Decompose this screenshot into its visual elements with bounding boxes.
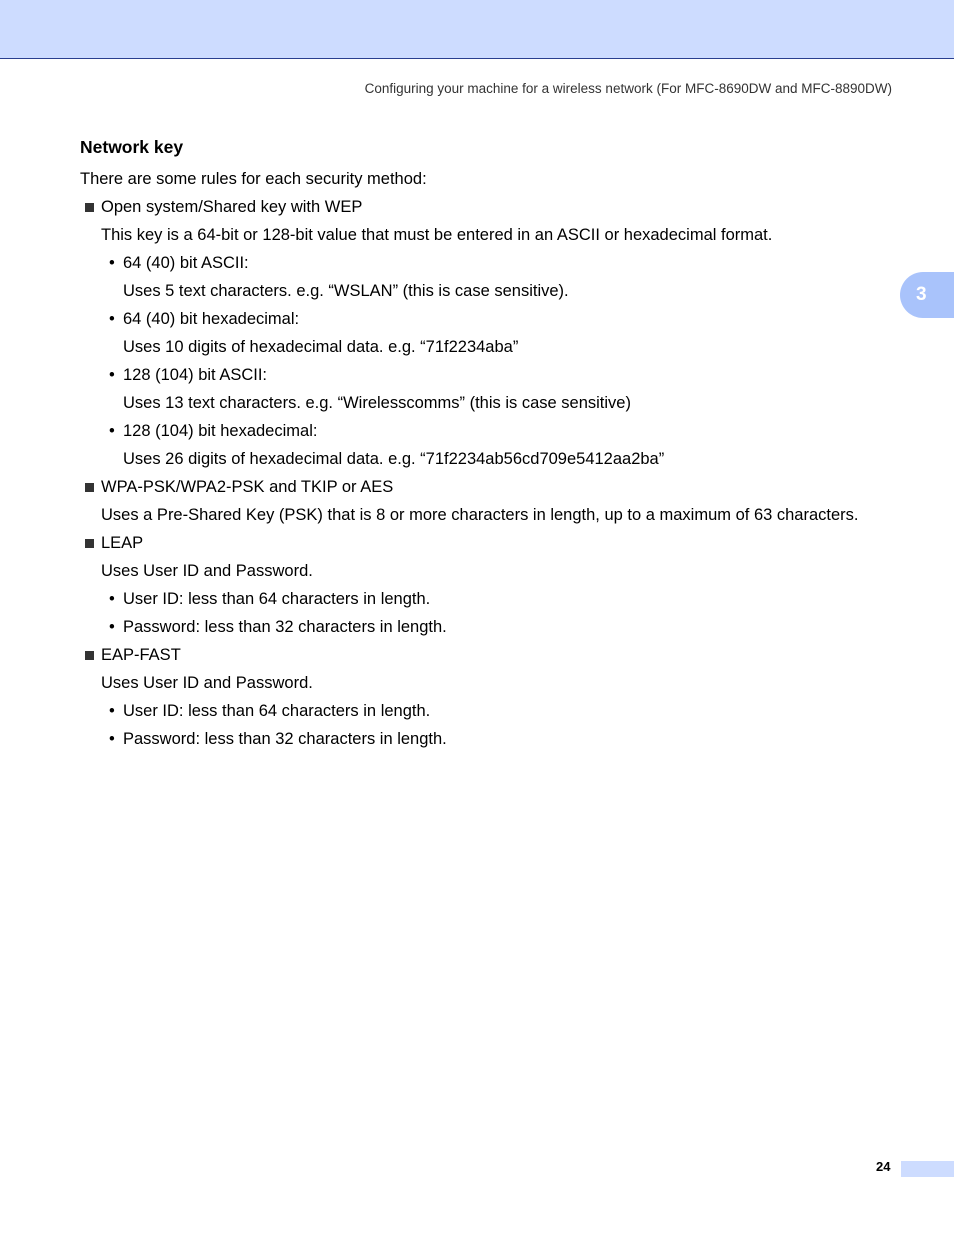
list-item <box>109 725 910 753</box>
square-bullet-icon <box>85 203 94 212</box>
list-item-label: User ID: less than 64 characters in length. <box>123 702 431 720</box>
list-item-label: Password: less than 32 characters in length. <box>123 730 447 748</box>
list-item <box>109 249 910 277</box>
list-item-label: 128 (104) bit hexadecimal: <box>123 422 318 440</box>
method-description: This key is a 64-bit or 128-bit value that must be entered in an ASCII or hexadecimal format. <box>101 226 773 244</box>
list-item-detail: Uses 5 text characters. e.g. “WSLAN” (this is case sensitive). <box>123 282 569 300</box>
list-item-detail: Uses 10 digits of hexadecimal data. e.g. “71f2234aba” <box>123 338 519 356</box>
method-eap-fast <box>101 641 910 669</box>
bullet-dot-icon: • <box>109 254 115 272</box>
method-label: LEAP <box>101 534 144 552</box>
method-label: EAP-FAST <box>101 646 181 664</box>
list-item <box>109 613 910 641</box>
list-item <box>109 697 910 725</box>
bullet-dot-icon: • <box>109 702 115 720</box>
bullet-dot-icon: • <box>109 590 115 608</box>
list-item-detail: Uses 13 text characters. e.g. “Wirelesscomms” (this is case sensitive) <box>123 394 631 412</box>
bullet-dot-icon: • <box>109 366 115 384</box>
list-item <box>109 585 910 613</box>
method-leap <box>101 529 910 557</box>
page-content <box>80 136 910 753</box>
list-item <box>109 361 910 389</box>
bullet-dot-icon: • <box>109 618 115 636</box>
method-wpa <box>101 473 910 501</box>
list-item-label: Password: less than 32 characters in length. <box>123 618 447 636</box>
list-item <box>109 305 910 333</box>
list-item-detail: Uses 26 digits of hexadecimal data. e.g. “71f2234ab56cd709e5412aa2ba” <box>123 450 665 468</box>
bullet-dot-icon: • <box>109 310 115 328</box>
square-bullet-icon <box>85 651 94 660</box>
running-header: Configuring your machine for a wireless network (For MFC-8690DW and MFC-8890DW) <box>364 81 892 96</box>
bullet-dot-icon: • <box>109 730 115 748</box>
section-heading: Network key <box>80 137 184 157</box>
chapter-number: 3 <box>916 284 927 305</box>
bullet-dot-icon: • <box>109 422 115 440</box>
page-number: 24 <box>876 1159 891 1174</box>
header-band <box>0 0 954 59</box>
square-bullet-icon <box>85 539 94 548</box>
method-description: Uses a Pre-Shared Key (PSK) that is 8 or more characters in length, up to a maximum of 63 characters. <box>101 506 859 524</box>
square-bullet-icon <box>85 483 94 492</box>
method-label: WPA-PSK/WPA2-PSK and TKIP or AES <box>101 478 394 496</box>
intro-text: There are some rules for each security method: <box>80 170 427 188</box>
method-label: Open system/Shared key with WEP <box>101 198 363 216</box>
method-wep <box>101 193 910 221</box>
method-description: Uses User ID and Password. <box>101 674 313 692</box>
list-item-label: 64 (40) bit ASCII: <box>123 254 249 272</box>
list-item <box>109 417 910 445</box>
list-item-label: 64 (40) bit hexadecimal: <box>123 310 300 328</box>
method-description: Uses User ID and Password. <box>101 562 313 580</box>
list-item-label: User ID: less than 64 characters in length. <box>123 590 431 608</box>
list-item-label: 128 (104) bit ASCII: <box>123 366 267 384</box>
footer-band <box>901 1161 954 1177</box>
